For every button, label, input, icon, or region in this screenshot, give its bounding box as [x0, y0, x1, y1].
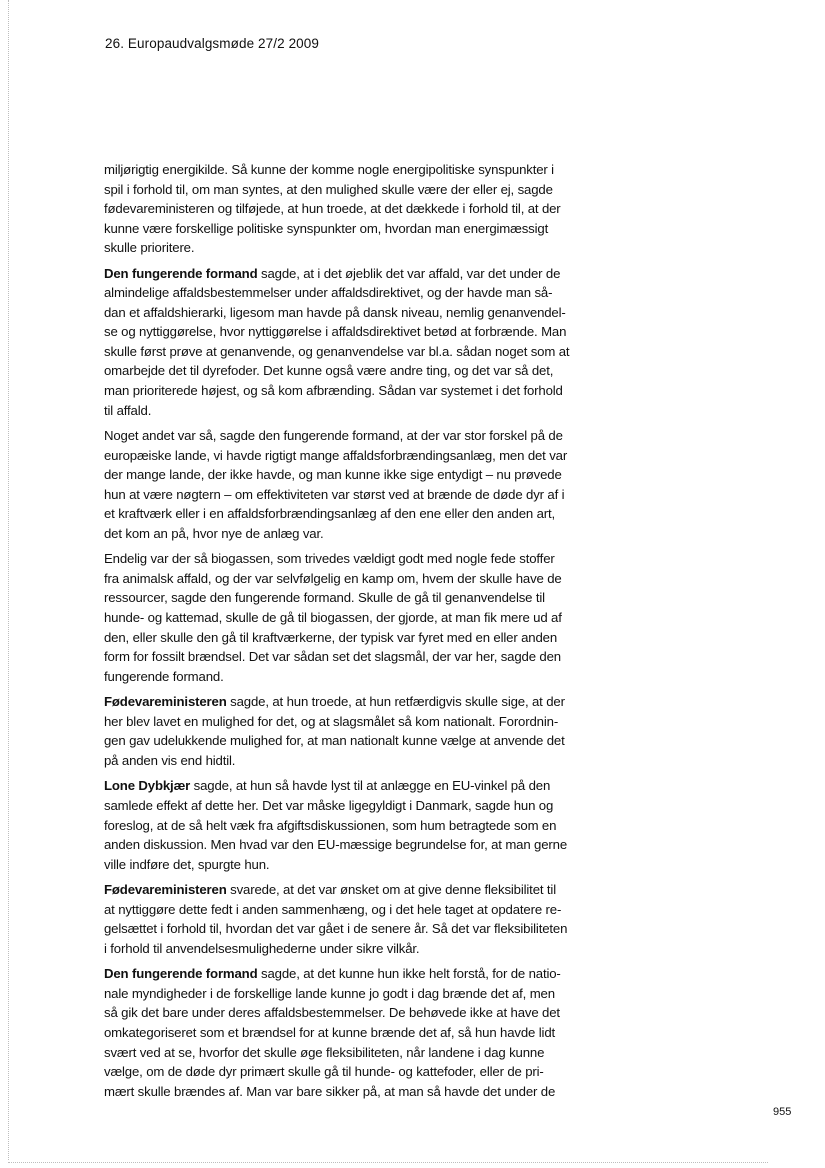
paragraph [104, 964, 586, 1101]
text-line [104, 731, 586, 751]
paragraph [104, 549, 586, 686]
text-line [104, 426, 586, 446]
line-text: se og nyttiggørelse, hvor nyttiggørelse i affaldsdirektivet betød at forbrænde. Man [104, 324, 567, 340]
text-line [104, 667, 586, 687]
text-line [104, 569, 586, 589]
line-text: svært ved at se, hvorfor det skulle øge fleksibiliteten, når landene i dag kunne [104, 1044, 545, 1060]
text-line [104, 712, 586, 732]
line-text: samlede effekt af dette her. Det var måske ligegyldigt i Danmark, sagde hun og [104, 797, 554, 813]
paragraph [104, 264, 586, 420]
line-text: et kraftværk eller i en affaldsforbrændingsanlæg af den ene eller den anden art, [104, 506, 556, 522]
page-bottom-edge [8, 1162, 768, 1163]
line-text: miljørigtig energikilde. Så kunne der komme nogle energipolitiske synspunkter i [104, 162, 554, 177]
text-line [104, 588, 586, 608]
line-text: sagde, at hun troede, at hun retfærdigvis skulle sige, at der [226, 694, 565, 710]
line-text: foreslog, at de så helt væk fra afgiftsdiskussionen, som hum betragtede som en [104, 817, 557, 833]
line-text: omarbejde det til dyrefoder. Det kunne også være andre ting, og det var så det, [104, 363, 554, 379]
line-text: spil i forhold til, om man syntes, at den mulighed skulle være der eller ej, sagde [104, 181, 553, 197]
line-text: hun at være nøgtern – om effektiviteten var størst ved at brænde de døde dyr af i [104, 486, 565, 502]
line-text: man prioriterede højest, og så kom afbrænding. Sådan var systemet i det forhold [104, 383, 563, 399]
text-line [104, 446, 586, 466]
line-text: kunne være forskellige politiske synspunkter om, hvordan man energimæssigt [104, 220, 549, 236]
document-body [104, 160, 586, 1107]
text-line [104, 647, 586, 667]
text-line [104, 180, 586, 200]
line-text: fra animalsk affald, og der var selvfølgelig en kamp om, hvem der skulle have de [104, 570, 562, 586]
text-line [104, 264, 586, 284]
line-text: sagde, at det kunne hun ikke helt forstå, for de natio- [257, 966, 561, 982]
line-text: nale myndigheder i de forskellige lande kunne jo godt i dag brænde det af, men [104, 985, 555, 1001]
text-line [104, 692, 586, 712]
line-text: europæiske lande, vi havde rigtigt mange affaldsforbrændingsanlæg, men det var [104, 447, 568, 463]
line-text: anden diskussion. Men hvad var den EU-mæssige begrundelse for, at man gerne [104, 837, 568, 853]
paragraph [104, 160, 586, 258]
speaker-name: Fødevareministeren [104, 882, 227, 898]
line-text: ressourcer, sagde den fungerende formand. Skulle de gå til genanvendelse til [104, 590, 545, 606]
text-line [104, 964, 586, 984]
line-text: i forhold til anvendelsesmulighederne under sikre vilkår. [104, 940, 420, 956]
text-line [104, 1062, 586, 1082]
line-text: til affald. [104, 402, 152, 418]
text-line [104, 504, 586, 524]
line-text: mært skulle brændes af. Man var bare sikker på, at man så havde det under de [104, 1083, 556, 1099]
line-text: hunde- og kattemad, skulle de gå til biogassen, der gjorde, at man fik mere ud af [104, 610, 562, 626]
text-line [104, 322, 586, 342]
text-line [104, 283, 586, 303]
speaker-name: Den fungerende formand [104, 265, 258, 281]
line-text: der mange lande, der ikke havde, og man kunne ikke sige entydigt – nu prøvede [104, 467, 562, 483]
line-text: vælge, om de døde dyr primært skulle gå til hunde- og kattefoder, eller de pri- [104, 1064, 544, 1080]
text-line [104, 900, 586, 920]
text-line [104, 465, 586, 485]
speaker-name: Lone Dybkjær [104, 778, 191, 794]
text-line [104, 835, 586, 855]
page-number: 955 [773, 1106, 792, 1118]
paragraph [104, 692, 586, 770]
line-text: gelsættet i forhold til, hvordan det var gået i de senere år. Så det var fleksibiliteten [104, 921, 568, 937]
speaker-name: Den fungerende formand [104, 966, 258, 982]
line-text: ville indføre det, spurgte hun. [104, 856, 270, 872]
line-text: fungerende formand. [104, 668, 224, 684]
text-line [104, 342, 586, 362]
page-left-edge [8, 0, 10, 1160]
text-line [104, 751, 586, 771]
page-header: 26. Europaudvalgsmøde 27/2 2009 [105, 36, 319, 51]
line-text: Endelig var der så biogassen, som trivedes vældigt godt med nogle fede stoffer [104, 551, 555, 567]
paragraph [104, 776, 586, 874]
line-text: det kom an på, hvor nye de anlæg var. [104, 525, 324, 541]
text-line [104, 776, 586, 796]
paragraph [104, 426, 586, 543]
text-line [104, 485, 586, 505]
line-text: almindelige affaldsbestemmelser under affaldsdirektivet, og der havde man så- [104, 285, 553, 301]
text-line [104, 939, 586, 959]
line-text: sagde, at i det øjeblik det var affald, var det under de [257, 265, 561, 281]
line-text: skulle først prøve at genanvende, og genanvendelse var bl.a. sådan noget som at [104, 343, 570, 359]
line-text: så gik det bare under deres affaldsbestemmelser. De behøvede ikke at have det [104, 1005, 560, 1021]
text-line [104, 919, 586, 939]
text-line [104, 628, 586, 648]
line-text: dan et affaldshierarki, ligesom man havde på dansk niveau, nemlig genanvendel- [104, 304, 566, 320]
text-line [104, 549, 586, 569]
speaker-name: Fødevareministeren [104, 694, 227, 710]
line-text: på anden vis end hidtil. [104, 752, 236, 768]
text-line [104, 1003, 586, 1023]
line-text: form for fossilt brændsel. Det var sådan set det slagsmål, der var her, sagde den [104, 649, 561, 665]
text-line [104, 524, 586, 544]
line-text: omkategoriseret som et brændsel for at kunne brænde det af, så hun havde lidt [104, 1024, 556, 1040]
text-line [104, 796, 586, 816]
text-line [104, 160, 586, 180]
text-line [104, 984, 586, 1004]
text-line [104, 855, 586, 875]
line-text: at nyttiggøre dette fedt i anden sammenhæng, og i det hele taget at opdatere re- [104, 901, 562, 917]
text-line [104, 303, 586, 323]
text-line [104, 1082, 586, 1102]
line-text: skulle prioritere. [104, 240, 195, 256]
text-line [104, 199, 586, 219]
text-line [104, 361, 586, 381]
text-line [104, 1023, 586, 1043]
line-text: her blev lavet en mulighed for det, og at slagsmålet så kom nationalt. Forordnin- [104, 713, 559, 729]
text-line [104, 401, 586, 421]
text-line [104, 238, 586, 258]
text-line [104, 381, 586, 401]
line-text: sagde, at hun så havde lyst til at anlægge en EU-vinkel på den [190, 778, 551, 794]
line-text: den, eller skulle den gå til kraftværkerne, der typisk var fyret med en eller anden [104, 629, 558, 645]
line-text: gen gav udelukkende mulighed for, at man nationalt kunne vælge at anvende det [104, 733, 565, 749]
text-line [104, 816, 586, 836]
paragraph [104, 880, 586, 958]
text-line [104, 880, 586, 900]
line-text: svarede, at det var ønsket om at give denne fleksibilitet til [226, 882, 556, 898]
line-text: Noget andet var så, sagde den fungerende formand, at der var stor forskel på de [104, 428, 563, 444]
text-line [104, 219, 586, 239]
line-text: fødevareministeren og tilføjede, at hun troede, at det dækkede i forhold til, at der [104, 201, 561, 217]
text-line [104, 608, 586, 628]
text-line [104, 1043, 586, 1063]
